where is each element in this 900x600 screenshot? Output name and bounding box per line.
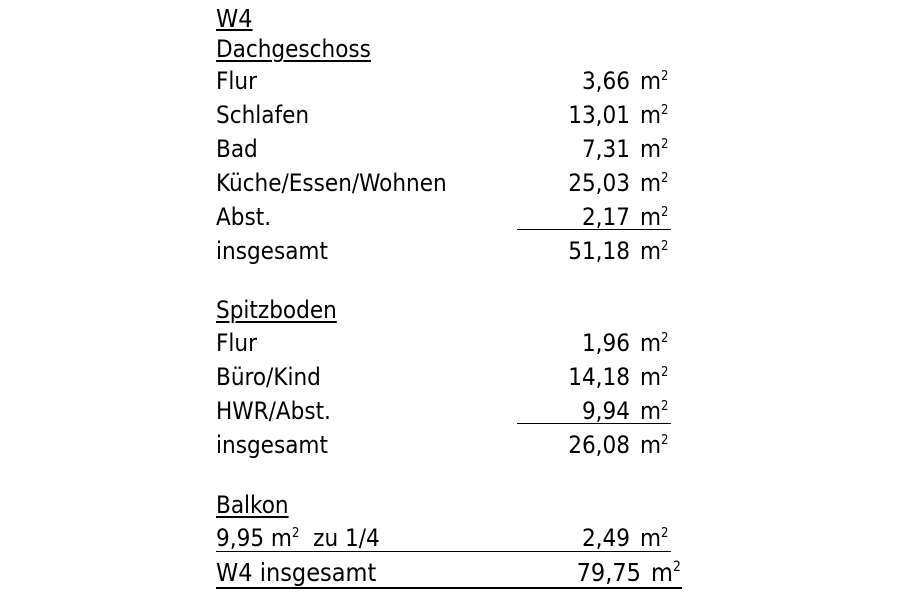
room-row-abst xyxy=(216,202,671,232)
area-value: 14,18 xyxy=(568,363,630,391)
area-unit: $m^2$ xyxy=(640,363,669,391)
subtotal-row-spitzboden xyxy=(216,430,671,460)
area-unit: $m^2$ xyxy=(640,431,669,459)
area-value: 13,01 xyxy=(568,101,630,129)
subtotal-row-dachgeschoss xyxy=(216,236,671,266)
balcony-area xyxy=(582,523,671,553)
area-unit: $m^2$ xyxy=(640,524,669,552)
room-row-hwr-abst xyxy=(216,396,671,426)
section-heading-dachgeschoss: Dachgeschoss xyxy=(216,35,371,63)
room-row-flur xyxy=(216,66,671,96)
area-unit: $m^2$ xyxy=(640,101,669,129)
area-value: 9,94 xyxy=(581,397,630,425)
balcony-row xyxy=(216,523,671,553)
area-value: 7,31 xyxy=(581,135,630,163)
room-area xyxy=(568,100,671,130)
room-name: Küche/Essen/Wohnen xyxy=(216,169,447,197)
area-value: 2,17 xyxy=(581,203,630,231)
grand-total-row xyxy=(216,558,682,588)
subtotal-rule xyxy=(517,229,671,230)
grand-total-area xyxy=(577,558,682,588)
room-area xyxy=(568,168,671,198)
room-area xyxy=(582,134,671,164)
room-name: Flur xyxy=(216,329,257,357)
room-name: Büro/Kind xyxy=(216,363,321,391)
area-value: 26,08 xyxy=(568,431,630,459)
room-row-schlafen xyxy=(216,100,671,130)
area-value: 3,66 xyxy=(581,67,630,95)
subtotal-area xyxy=(568,430,671,460)
subtotal-label: insgesamt xyxy=(216,431,328,459)
balcony-calculation: 9,95 $m^2$ zu 1/4 xyxy=(216,524,380,552)
area-unit: $m^2$ xyxy=(640,237,669,265)
room-name: Bad xyxy=(216,135,258,163)
room-row-bad xyxy=(216,134,671,164)
room-name: HWR/Abst. xyxy=(216,397,331,425)
area-value: 1,96 xyxy=(581,329,630,357)
room-row-kueche-essen-wohnen xyxy=(216,168,671,198)
area-value: 2,49 xyxy=(581,524,630,552)
area-unit: $m^2$ xyxy=(640,203,669,231)
section-heading-balkon: Balkon xyxy=(216,491,289,519)
room-row-flur xyxy=(216,328,671,358)
unit-title: W4 xyxy=(216,4,253,33)
subtotal-area xyxy=(568,236,671,266)
room-name: Abst. xyxy=(216,203,272,231)
area-value: 79,75 xyxy=(576,558,641,587)
area-calculation-sheet xyxy=(216,0,686,600)
subtotal-label: insgesamt xyxy=(216,237,328,265)
room-area xyxy=(568,362,671,392)
room-name: Schlafen xyxy=(216,101,310,129)
room-name: Flur xyxy=(216,67,257,95)
section-heading-spitzboden: Spitzboden xyxy=(216,296,337,324)
area-value: 51,18 xyxy=(568,237,630,265)
area-value: 25,03 xyxy=(568,169,630,197)
area-unit: $m^2$ xyxy=(640,169,669,197)
balcony-rule xyxy=(216,551,671,552)
grand-total-label: W4 insgesamt xyxy=(216,558,377,587)
room-area xyxy=(582,202,671,232)
area-unit: $m^2$ xyxy=(640,329,669,357)
area-unit: $m^2$ xyxy=(640,135,669,163)
grand-total-rule xyxy=(216,587,682,589)
room-area xyxy=(582,66,671,96)
area-unit: $m^2$ xyxy=(640,397,669,425)
room-area xyxy=(582,328,671,358)
room-area xyxy=(582,396,671,426)
room-row-buero-kind xyxy=(216,362,671,392)
area-unit: $m^2$ xyxy=(651,558,681,587)
area-unit: $m^2$ xyxy=(640,67,669,95)
subtotal-rule xyxy=(517,423,671,424)
